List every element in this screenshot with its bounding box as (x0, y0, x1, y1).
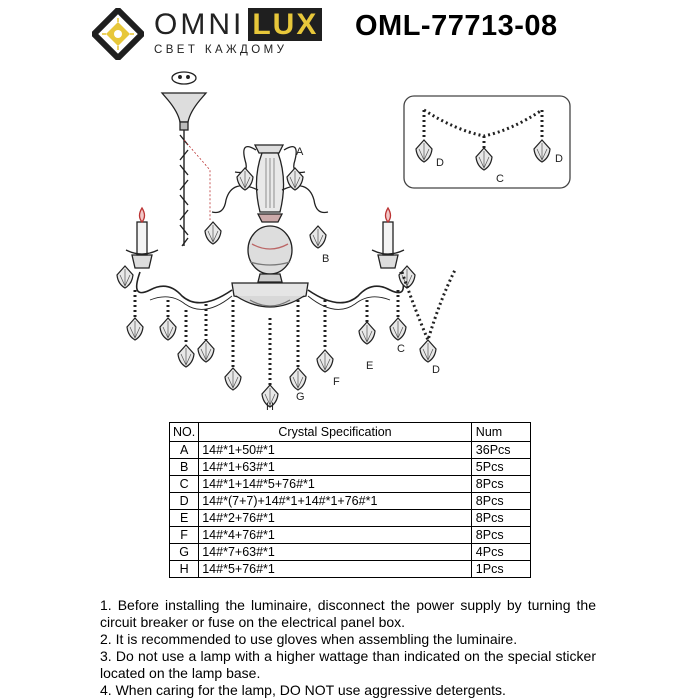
row-num: 36Pcs (471, 442, 530, 459)
safety-notes (100, 597, 596, 699)
table-row (170, 510, 531, 527)
label-a: A (296, 146, 304, 158)
row-num: 8Pcs (471, 510, 530, 527)
table-row (170, 442, 531, 459)
table-header-row (170, 423, 531, 442)
label-d: D (432, 364, 440, 376)
note-1: 1. Before installing the luminaire, disconnect the power supply by turning the circuit breaker or fuse on the electrical panel box. (100, 597, 596, 630)
row-spec: 14#*7+63#*1 (199, 544, 472, 561)
ceiling-canopy (162, 72, 206, 130)
row-spec: 14#*5+76#*1 (199, 561, 472, 578)
table-row (170, 527, 531, 544)
brand-tagline: СВЕТ КАЖДОМУ (154, 44, 288, 56)
central-column (212, 145, 328, 282)
label-g: G (296, 391, 305, 403)
hanging-chain (180, 130, 210, 246)
row-num: 8Pcs (471, 493, 530, 510)
row-no: B (170, 459, 199, 476)
row-no: H (170, 561, 199, 578)
row-num: 8Pcs (471, 476, 530, 493)
label-e: E (366, 360, 374, 372)
table-row (170, 476, 531, 493)
table-row (170, 544, 531, 561)
col-num: Num (471, 423, 530, 442)
detail-inset (404, 96, 570, 188)
central-bowl (232, 283, 308, 307)
row-no: F (170, 527, 199, 544)
row-spec: 14#*2+76#*1 (199, 510, 472, 527)
row-no: A (170, 442, 199, 459)
row-no: E (170, 510, 199, 527)
label-b: B (322, 253, 330, 265)
row-spec: 14#*1+63#*1 (199, 459, 472, 476)
detail-label-c: C (496, 173, 504, 185)
row-num: 1Pcs (471, 561, 530, 578)
brand-name (154, 8, 322, 42)
brand-logo (92, 6, 332, 62)
row-spec: 14#*(7+7)+14#*1+14#*1+76#*1 (199, 493, 472, 510)
row-num: 5Pcs (471, 459, 530, 476)
note-2: 2. It is recommended to use gloves when assembling the luminaire. (100, 631, 518, 647)
label-f: F (333, 376, 340, 388)
row-num: 4Pcs (471, 544, 530, 561)
table-row (170, 459, 531, 476)
row-spec: 14#*4+76#*1 (199, 527, 472, 544)
label-c: C (397, 343, 405, 355)
note-3: 3. Do not use a lamp with a higher wattage than indicated on the special sticker located on the lamp base. (100, 648, 596, 681)
label-h: H (266, 401, 274, 413)
col-spec: Crystal Specification (199, 423, 472, 442)
brand-right: LUX (248, 8, 322, 41)
model-number: OML-77713-08 (355, 10, 558, 42)
detail-label-d-right: D (555, 153, 563, 165)
row-no: G (170, 544, 199, 561)
row-no: D (170, 493, 199, 510)
detail-label-d-left: D (436, 157, 444, 169)
crystal-spec-table (169, 422, 531, 578)
row-num: 8Pcs (471, 527, 530, 544)
chandelier-drawing (0, 60, 700, 420)
candle-right (372, 208, 404, 268)
col-no: NO. (170, 423, 199, 442)
table-row (170, 493, 531, 510)
omnilux-diamond-icon (92, 8, 144, 60)
candle-left (126, 208, 158, 268)
table-row (170, 561, 531, 578)
brand-left: OMNI (154, 8, 245, 41)
row-no: C (170, 476, 199, 493)
row-spec: 14#*1+50#*1 (199, 442, 472, 459)
note-4: 4. When caring for the lamp, DO NOT use aggressive detergents. (100, 682, 506, 698)
row-spec: 14#*1+14#*5+76#*1 (199, 476, 472, 493)
